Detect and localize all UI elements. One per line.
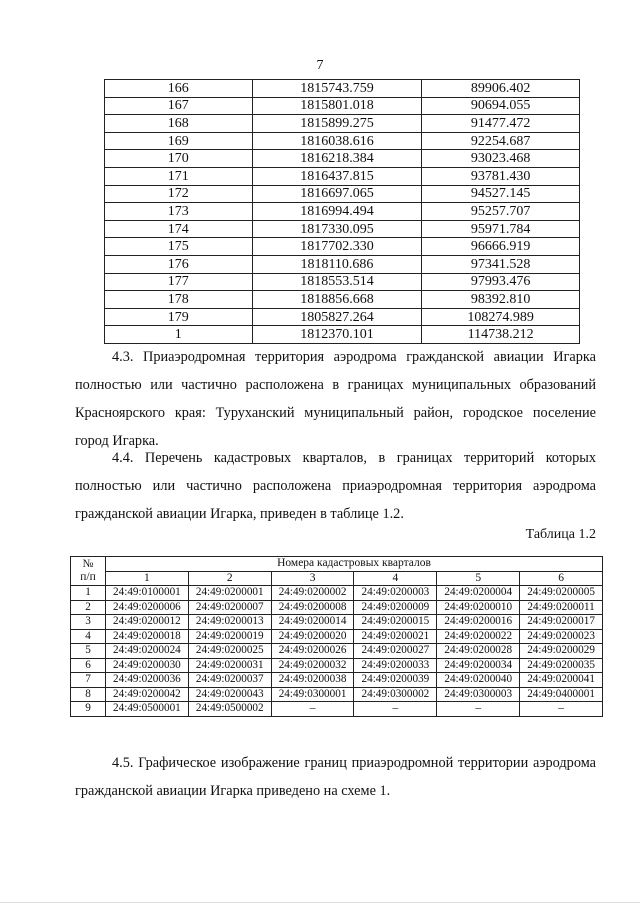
- point-number-cell: 179: [105, 308, 253, 326]
- point-number-cell: 175: [105, 238, 253, 256]
- cadastral-number-cell: 24:49:0300001: [271, 687, 354, 702]
- cadastral-number-cell: 24:49:0200030: [106, 658, 189, 673]
- table-row: [71, 600, 603, 615]
- cadastral-number-cell: 24:49:0200032: [271, 658, 354, 673]
- cadastral-number-cell: 24:49:0200039: [354, 673, 437, 688]
- cadastral-number-cell: 24:49:0500002: [188, 702, 271, 717]
- cadastral-number-cell: 24:49:0200031: [188, 658, 271, 673]
- cadastral-number-cell: –: [437, 702, 520, 717]
- cadastral-number-cell: 24:49:0400001: [520, 687, 603, 702]
- x-coordinate-cell: 1818553.514: [252, 273, 422, 291]
- point-number-cell: 171: [105, 167, 253, 185]
- page-edge-line: [0, 902, 640, 903]
- coordinates-row: [105, 150, 580, 168]
- table-row: [71, 702, 603, 717]
- x-coordinate-cell: 1815899.275: [252, 115, 422, 133]
- cadastral-number-cell: 24:49:0200016: [437, 615, 520, 630]
- coordinates-row: [105, 308, 580, 326]
- cadastral-number-cell: 24:49:0200023: [520, 629, 603, 644]
- row-number-cell: 9: [71, 702, 106, 717]
- column-header: 3: [271, 571, 354, 586]
- cadastral-number-cell: 24:49:0200027: [354, 644, 437, 659]
- coordinates-row: [105, 291, 580, 309]
- cadastral-number-cell: 24:49:0200014: [271, 615, 354, 630]
- x-coordinate-cell: 1816218.384: [252, 150, 422, 168]
- column-header: 4: [354, 571, 437, 586]
- cadastral-number-cell: 24:49:0200011: [520, 600, 603, 615]
- cadastral-number-cell: 24:49:0200041: [520, 673, 603, 688]
- point-number-cell: 176: [105, 255, 253, 273]
- cadastral-number-cell: 24:49:0200034: [437, 658, 520, 673]
- cadastral-number-cell: 24:49:0500001: [106, 702, 189, 717]
- column-header: 2: [188, 571, 271, 586]
- y-coordinate-cell: 108274.989: [422, 308, 580, 326]
- point-number-cell: 178: [105, 291, 253, 309]
- x-coordinate-cell: 1817702.330: [252, 238, 422, 256]
- cadastral-number-cell: 24:49:0300003: [437, 687, 520, 702]
- coordinates-table: [104, 79, 580, 344]
- y-coordinate-cell: 95257.707: [422, 203, 580, 221]
- row-number-header: [71, 557, 106, 586]
- cadastral-number-cell: 24:49:0200018: [106, 629, 189, 644]
- cadastral-number-cell: 24:49:0200020: [271, 629, 354, 644]
- table-caption: Таблица 1.2: [525, 527, 596, 542]
- row-number-cell: 3: [71, 615, 106, 630]
- coordinates-row: [105, 273, 580, 291]
- table-row: [71, 629, 603, 644]
- row-number-cell: 2: [71, 600, 106, 615]
- table-row: [71, 673, 603, 688]
- paragraph-line: 4.3. Приаэродромная территория аэродрома гражданской авиации Игарка: [112, 349, 596, 365]
- x-coordinate-cell: 1816994.494: [252, 203, 422, 221]
- y-coordinate-cell: 93023.468: [422, 150, 580, 168]
- row-number-cell: 7: [71, 673, 106, 688]
- cadastral-number-cell: 24:49:0200009: [354, 600, 437, 615]
- cadastral-number-cell: 24:49:0200035: [520, 658, 603, 673]
- cadastral-number-cell: 24:49:0200005: [520, 586, 603, 601]
- cadastral-number-cell: 24:49:0200033: [354, 658, 437, 673]
- cadastral-number-cell: 24:49:0200040: [437, 673, 520, 688]
- column-header: 5: [437, 571, 520, 586]
- x-coordinate-cell: 1805827.264: [252, 308, 422, 326]
- cadastral-number-cell: 24:49:0200036: [106, 673, 189, 688]
- cadastral-number-cell: 24:49:0200003: [354, 586, 437, 601]
- point-number-cell: 168: [105, 115, 253, 133]
- point-number-cell: 172: [105, 185, 253, 203]
- cadastral-number-cell: 24:49:0200037: [188, 673, 271, 688]
- cadastral-number-cell: 24:49:0200043: [188, 687, 271, 702]
- cadastral-number-cell: 24:49:0200019: [188, 629, 271, 644]
- paragraph-line: полностью или частично расположена приаэродромная территория аэродрома: [75, 478, 596, 494]
- group-header: Номера кадастровых кварталов: [106, 557, 603, 572]
- y-coordinate-cell: 92254.687: [422, 132, 580, 150]
- page-number: 7: [316, 58, 324, 73]
- paragraph-line: гражданской авиации Игарка, приведен в таблице 1.2.: [75, 506, 404, 522]
- paragraph-line: город Игарка.: [75, 433, 159, 449]
- point-number-cell: 170: [105, 150, 253, 168]
- cadastral-number-cell: 24:49:0200007: [188, 600, 271, 615]
- table-row: [71, 687, 603, 702]
- cadastral-number-cell: 24:49:0200024: [106, 644, 189, 659]
- coordinates-row: [105, 326, 580, 344]
- column-header: 6: [520, 571, 603, 586]
- paragraph-line: 4.5. Графическое изображение границ приаэродромной территории аэродрома: [112, 755, 596, 771]
- row-number-cell: 1: [71, 586, 106, 601]
- y-coordinate-cell: 97993.476: [422, 273, 580, 291]
- x-coordinate-cell: 1817330.095: [252, 220, 422, 238]
- coordinates-row: [105, 203, 580, 221]
- cadastral-number-cell: 24:49:0200012: [106, 615, 189, 630]
- paragraph-line: гражданской авиации Игарка приведено на схеме 1.: [75, 783, 391, 799]
- coordinates-row: [105, 255, 580, 273]
- paragraph-4-3: [75, 343, 596, 455]
- x-coordinate-cell: 1812370.101: [252, 326, 422, 344]
- coordinates-row: [105, 132, 580, 150]
- cadastral-number-cell: 24:49:0200001: [188, 586, 271, 601]
- cadastral-number-cell: 24:49:0200004: [437, 586, 520, 601]
- x-coordinate-cell: 1816437.815: [252, 167, 422, 185]
- x-coordinate-cell: 1815801.018: [252, 97, 422, 115]
- y-coordinate-cell: 114738.212: [422, 326, 580, 344]
- coordinates-row: [105, 97, 580, 115]
- cadastral-number-cell: 24:49:0200008: [271, 600, 354, 615]
- cadastral-number-cell: 24:49:0200029: [520, 644, 603, 659]
- table-row: [71, 658, 603, 673]
- point-number-cell: 167: [105, 97, 253, 115]
- cadastral-number-cell: 24:49:0200017: [520, 615, 603, 630]
- cadastral-number-cell: 24:49:0200022: [437, 629, 520, 644]
- cadastral-number-cell: 24:49:0200028: [437, 644, 520, 659]
- table-row: [71, 644, 603, 659]
- point-number-cell: 177: [105, 273, 253, 291]
- cadastral-number-cell: 24:49:0100001: [106, 586, 189, 601]
- point-number-cell: 1: [105, 326, 253, 344]
- cadastral-number-cell: 24:49:0200038: [271, 673, 354, 688]
- cadastral-quarters-table: [70, 556, 603, 717]
- row-number-cell: 8: [71, 687, 106, 702]
- paragraph-line: Красноярского края: Туруханский муниципальный район, городское поселение: [75, 405, 596, 421]
- y-coordinate-cell: 93781.430: [422, 167, 580, 185]
- cadastral-number-cell: –: [271, 702, 354, 717]
- y-coordinate-cell: 91477.472: [422, 115, 580, 133]
- cadastral-number-cell: 24:49:0200015: [354, 615, 437, 630]
- table-row: [71, 615, 603, 630]
- cadastral-number-cell: 24:49:0200013: [188, 615, 271, 630]
- x-coordinate-cell: 1816038.616: [252, 132, 422, 150]
- y-coordinate-cell: 98392.810: [422, 291, 580, 309]
- x-coordinate-cell: 1816697.065: [252, 185, 422, 203]
- coordinates-row: [105, 220, 580, 238]
- point-number-cell: 169: [105, 132, 253, 150]
- x-coordinate-cell: 1818856.668: [252, 291, 422, 309]
- cadastral-number-cell: –: [354, 702, 437, 717]
- y-coordinate-cell: 95971.784: [422, 220, 580, 238]
- y-coordinate-cell: 97341.528: [422, 255, 580, 273]
- y-coordinate-cell: 90694.055: [422, 97, 580, 115]
- paragraph-4-4: [75, 444, 596, 528]
- point-number-cell: 166: [105, 80, 253, 98]
- paragraph-4-5: [75, 749, 596, 805]
- x-coordinate-cell: 1815743.759: [252, 80, 422, 98]
- cadastral-number-cell: –: [520, 702, 603, 717]
- x-coordinate-cell: 1818110.686: [252, 255, 422, 273]
- cadastral-number-cell: 24:49:0200026: [271, 644, 354, 659]
- coordinates-row: [105, 238, 580, 256]
- cadastral-number-cell: 24:49:0200010: [437, 600, 520, 615]
- point-number-cell: 174: [105, 220, 253, 238]
- cadastral-number-cell: 24:49:0200021: [354, 629, 437, 644]
- paragraph-line: 4.4. Перечень кадастровых кварталов, в границах территорий которых: [112, 450, 596, 466]
- coordinates-row: [105, 80, 580, 98]
- row-number-cell: 5: [71, 644, 106, 659]
- table-row: [71, 586, 603, 601]
- row-number-header-bottom: п/п: [80, 571, 96, 583]
- cadastral-number-cell: 24:49:0300002: [354, 687, 437, 702]
- row-number-cell: 4: [71, 629, 106, 644]
- cadastral-number-cell: 24:49:0200042: [106, 687, 189, 702]
- coordinates-row: [105, 115, 580, 133]
- cadastral-number-cell: 24:49:0200025: [188, 644, 271, 659]
- point-number-cell: 173: [105, 203, 253, 221]
- coordinates-row: [105, 167, 580, 185]
- cadastral-number-cell: 24:49:0200006: [106, 600, 189, 615]
- column-header: 1: [106, 571, 189, 586]
- coordinates-row: [105, 185, 580, 203]
- y-coordinate-cell: 96666.919: [422, 238, 580, 256]
- paragraph-line: полностью или частично расположена в границах муниципальных образований: [75, 377, 596, 393]
- y-coordinate-cell: 89906.402: [422, 80, 580, 98]
- row-number-cell: 6: [71, 658, 106, 673]
- y-coordinate-cell: 94527.145: [422, 185, 580, 203]
- cadastral-number-cell: 24:49:0200002: [271, 586, 354, 601]
- row-number-header-top: №: [82, 558, 94, 570]
